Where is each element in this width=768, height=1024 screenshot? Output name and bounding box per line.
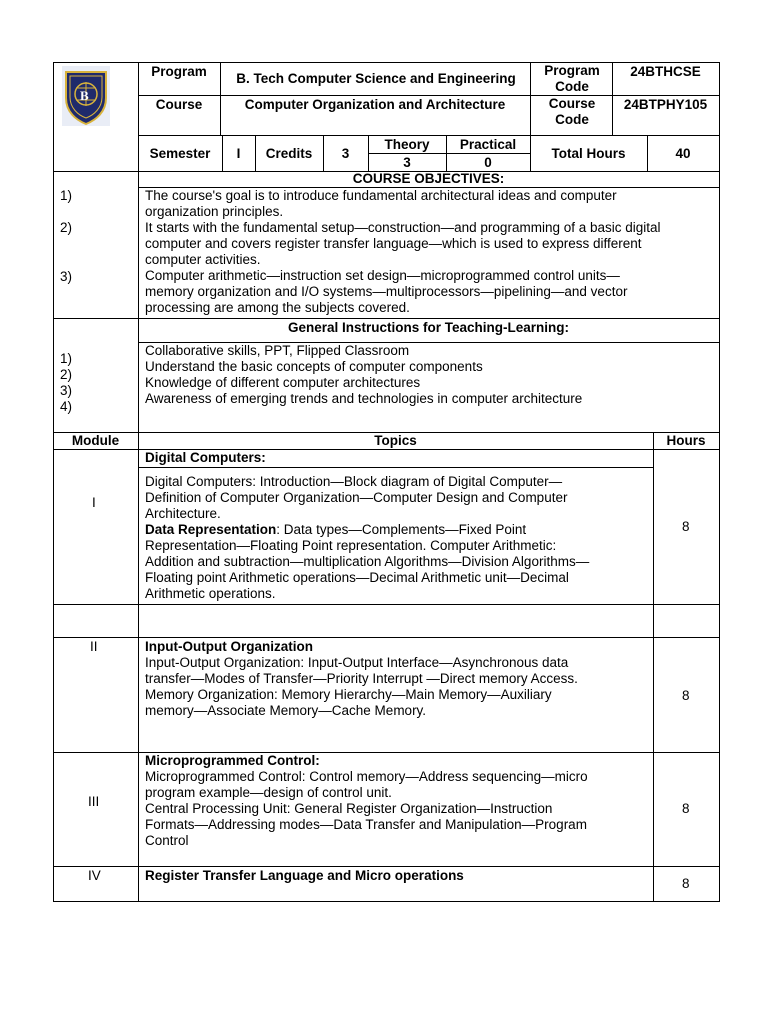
data-representation-rest: : Data types—Complements—Fixed Point (276, 522, 527, 537)
credits-value: 3 (341, 145, 350, 161)
module-4-title: Register Transfer Language and Micro operations (145, 868, 464, 883)
module-3-title: Microprogrammed Control: (145, 753, 320, 768)
divider-v-2 (530, 62, 531, 135)
module-1-line: Arithmetic operations. (145, 586, 276, 601)
module-2-title: Input-Output Organization (145, 639, 313, 654)
module-1-content (145, 474, 646, 602)
instruction-item: Knowledge of different computer architectures (145, 375, 421, 390)
objective-number-3: 3) (60, 269, 73, 284)
course-code-label: Course Code (548, 96, 596, 127)
module-2-line: transfer—Modes of Transfer—Priority Interrupt —Direct memory Access. (145, 671, 578, 686)
module-1-line: Representation—Floating Point representation. Computer Arithmetic: (145, 538, 557, 553)
col-hours-header: Hours (666, 432, 706, 448)
instruction-item: Awareness of emerging trends and technologies in computer architecture (145, 391, 583, 406)
program-value: B. Tech Computer Science and Engineering (236, 71, 516, 86)
program-label: Program (151, 64, 207, 79)
module-2-line: Input-Output Organization: Input-Output Interface—Asynchronous data (145, 655, 569, 670)
module-4-number: IV (88, 868, 101, 883)
course-value: Computer Organization and Architecture (244, 97, 506, 112)
module-1-hours: 8 (682, 519, 690, 534)
module-3-hours: 8 (682, 801, 690, 816)
module-1-title: Digital Computers: (145, 450, 266, 465)
module-3-line: Control (145, 833, 189, 848)
module-1-number: I (92, 495, 96, 510)
divider-h-9 (138, 467, 654, 468)
module-1-subheading-line (145, 522, 646, 538)
objective-line: memory organization and I/O systems—multiprocessors—pipelining—and vector (145, 284, 628, 299)
divider-v-hours (653, 432, 654, 901)
objective-line: The course's goal is to introduce fundamental architectural ideas and computer (145, 188, 617, 203)
objective-number-1: 1) (60, 188, 73, 203)
module-1-line: Addition and subtraction—multiplication Algorithms—Division Algorithms— (145, 554, 590, 569)
module-1-line: Architecture. (145, 506, 221, 521)
col-topics-header: Topics (374, 432, 417, 448)
practical-label: Practical (459, 136, 517, 152)
course-label: Course (155, 97, 203, 112)
instruction-item: Understand the basic concepts of computer components (145, 359, 483, 374)
module-2-line: memory—Associate Memory—Cache Memory. (145, 703, 427, 718)
program-code-value: 24BTHCSE (630, 64, 701, 79)
instruction-number: 3) (60, 383, 73, 398)
theory-value: 3 (403, 154, 411, 170)
divider-h-13 (53, 866, 720, 867)
objective-line: It starts with the fundamental setup—construction—and programming of a basic digital (145, 220, 661, 235)
objective-number-2: 2) (60, 220, 73, 235)
module-1-line: Floating point Arithmetic operations—Decimal Arithmetic unit—Decimal (145, 570, 569, 585)
instructions-heading: General Instructions for Teaching-Learning: (287, 320, 570, 335)
objective-line: computer activities. (145, 252, 261, 267)
module-3-line: Formats—Addressing modes—Data Transfer and Manipulation—Program (145, 817, 587, 832)
module-2-number: II (90, 639, 98, 654)
credits-label: Credits (265, 145, 313, 161)
practical-value: 0 (484, 154, 492, 170)
instruction-item: Collaborative skills, PPT, Flipped Classroom (145, 343, 410, 358)
module-1-line: Digital Computers: Introduction—Block diagram of Digital Computer— (145, 474, 563, 489)
instruction-numbers (60, 351, 72, 415)
university-shield-logo (62, 66, 110, 126)
semester-label: Semester (149, 145, 211, 161)
program-code-label: Program Code (544, 63, 600, 94)
instruction-number: 2) (60, 367, 73, 382)
table-border-bottom (53, 901, 720, 902)
divider-h-11 (53, 637, 720, 638)
objective-line: computer and covers register transfer language—which is used to express different (145, 236, 642, 251)
module-3-content (145, 769, 646, 849)
module-3-line: program example—design of control unit. (145, 785, 392, 800)
module-2-line: Memory Organization: Memory Hierarchy—Main Memory—Auxiliary (145, 687, 552, 702)
table-border-left (53, 62, 54, 901)
objective-line: organization principles. (145, 204, 284, 219)
course-code-value: 24BTPHY105 (623, 97, 708, 112)
instruction-number: 4) (60, 399, 73, 414)
objective-line: Computer arithmetic—instruction set design—microprogrammed control units— (145, 268, 620, 283)
divider-v-1 (220, 62, 221, 135)
theory-label: Theory (384, 136, 430, 152)
module-1-line: Definition of Computer Organization—Computer Design and Computer (145, 490, 568, 505)
module-2-hours: 8 (682, 688, 690, 703)
objectives-heading: COURSE OBJECTIVES: (352, 171, 505, 186)
instruction-items (145, 343, 582, 407)
logo-letter: B (80, 88, 89, 103)
module-2-content (145, 655, 646, 719)
total-hours-value: 40 (675, 145, 691, 161)
data-representation-heading: Data Representation (145, 522, 277, 537)
total-hours-label: Total Hours (551, 145, 626, 161)
module-3-line: Microprogrammed Control: Control memory—Address sequencing—micro (145, 769, 588, 784)
objectives-text (145, 188, 715, 316)
module-3-number: III (88, 794, 100, 809)
col-module-header: Module (71, 432, 120, 448)
module-3-line: Central Processing Unit: General Register Organization—Instruction (145, 801, 553, 816)
divider-h-10 (53, 604, 720, 605)
instruction-number: 1) (60, 351, 73, 366)
table-border-right (719, 62, 720, 901)
objective-line: processing are among the subjects covered. (145, 300, 410, 315)
semester-value: I (236, 145, 241, 161)
module-4-hours: 8 (682, 876, 690, 891)
